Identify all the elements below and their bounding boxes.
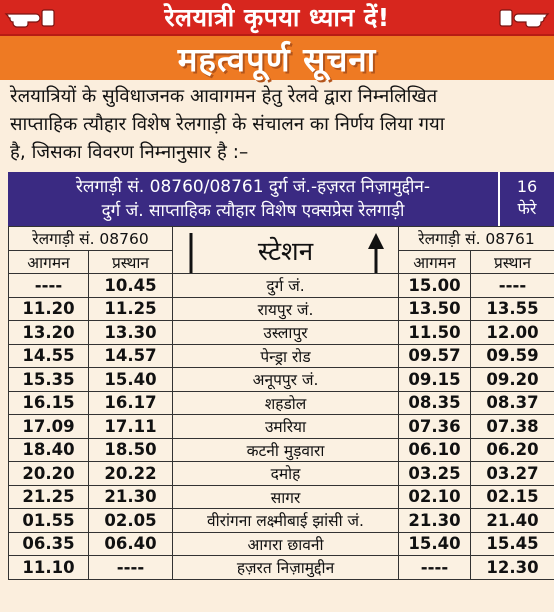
departure-time-cell: 03.27 xyxy=(471,462,554,486)
departure-time-cell: 08.37 xyxy=(471,391,554,415)
station-name-cell: कटनी मुड़वारा xyxy=(173,438,399,462)
departure-time-cell: 02.15 xyxy=(471,485,554,509)
table-row xyxy=(9,556,554,580)
arrival-time-cell: 08.35 xyxy=(399,391,471,415)
intro-line: है, जिसका विवरण निम्नानुसार है :– xyxy=(10,142,249,163)
station-name-cell: शहडोल xyxy=(173,391,399,415)
arrival-time-cell: 14.55 xyxy=(9,344,89,368)
station-name-cell: उस्लापुर xyxy=(173,321,399,345)
up-arrow-icon xyxy=(366,233,386,274)
table-header-row xyxy=(9,227,554,251)
station-header xyxy=(173,227,399,274)
table-row xyxy=(9,462,554,486)
station-name-cell: वीरांगना लक्ष्मीबाई झांसी जं. xyxy=(173,509,399,533)
trip-count-number: 16 xyxy=(516,177,538,196)
arrival-time-cell: ---- xyxy=(9,274,89,298)
train-name-line: रेलगाड़ी सं. 08760/08761 दुर्ग जं.-हज़रत निज़ामुद्दीन- xyxy=(75,177,430,197)
arrival-time-cell: 07.36 xyxy=(399,415,471,439)
station-name-cell: सागर xyxy=(173,485,399,509)
table-row xyxy=(9,438,554,462)
departure-time-cell: 20.22 xyxy=(89,462,173,486)
table-row xyxy=(9,368,554,392)
arrival-time-cell: 11.20 xyxy=(9,297,89,321)
station-name-cell: हज़रत निज़ामुद्दीन xyxy=(173,556,399,580)
table-row xyxy=(9,415,554,439)
table-row xyxy=(9,344,554,368)
arrival-time-cell: 13.50 xyxy=(399,297,471,321)
departure-time-cell: 21.40 xyxy=(471,509,554,533)
departure-time-cell: ---- xyxy=(471,274,554,298)
pointing-hand-icon xyxy=(4,4,56,32)
pointing-hand-icon xyxy=(498,4,550,32)
departure-time-cell: 09.59 xyxy=(471,344,554,368)
station-name-cell: रायपुर जं. xyxy=(173,297,399,321)
station-name-cell: अनूपपुर जं. xyxy=(173,368,399,392)
table-row xyxy=(9,509,554,533)
arrival-time-cell: 20.20 xyxy=(9,462,89,486)
station-name-cell: आगरा छावनी xyxy=(173,532,399,556)
table-row xyxy=(9,485,554,509)
banner-title: रेलयात्री कृपया ध्यान दें! xyxy=(164,3,390,32)
intro-paragraph xyxy=(10,83,554,167)
table-row xyxy=(9,274,554,298)
left-train-number: रेलगाड़ी सं. 08760 xyxy=(9,227,173,251)
departure-header: प्रस्थान xyxy=(89,250,173,274)
departure-time-cell: 21.30 xyxy=(89,485,173,509)
departure-time-cell: 12.30 xyxy=(471,556,554,580)
station-name-cell: दमोह xyxy=(173,462,399,486)
station-name-cell: दुर्ग जं. xyxy=(173,274,399,298)
departure-time-cell: 15.40 xyxy=(89,368,173,392)
arrival-time-cell: 16.15 xyxy=(9,391,89,415)
trip-count-label: फेरे xyxy=(517,199,537,218)
arrival-time-cell: 21.25 xyxy=(9,485,89,509)
intro-line: रेलयात्रियों के सुविधाजनक आवागमन हेतु रेलवे द्वारा निम्नलिखित xyxy=(10,86,438,107)
arrival-time-cell: 15.35 xyxy=(9,368,89,392)
table-row xyxy=(9,321,554,345)
station-header-label: स्टेशन xyxy=(257,237,314,267)
departure-time-cell: 15.45 xyxy=(471,532,554,556)
arrival-time-cell: 11.10 xyxy=(9,556,89,580)
arrival-time-cell: 06.35 xyxy=(9,532,89,556)
arrival-time-cell: 01.55 xyxy=(9,509,89,533)
table-row xyxy=(9,532,554,556)
arrival-time-cell: 21.30 xyxy=(399,509,471,533)
arrival-time-cell: 17.09 xyxy=(9,415,89,439)
departure-time-cell: 16.17 xyxy=(89,391,173,415)
train-name-line: दुर्ग जं. साप्ताहिक त्यौहार विशेष एक्सप्रेस रेलगाड़ी xyxy=(101,201,405,221)
arrival-time-cell: 11.50 xyxy=(399,321,471,345)
down-arrow-icon xyxy=(181,233,201,274)
notice-band xyxy=(0,36,554,80)
station-name-cell: पेन्ड्रा रोड xyxy=(173,344,399,368)
trip-count xyxy=(500,172,554,226)
departure-time-cell: ---- xyxy=(89,556,173,580)
station-name-cell: उमरिया xyxy=(173,415,399,439)
departure-time-cell: 06.20 xyxy=(471,438,554,462)
top-banner xyxy=(0,0,554,36)
arrival-time-cell: 09.15 xyxy=(399,368,471,392)
departure-time-cell: 13.55 xyxy=(471,297,554,321)
train-name xyxy=(8,172,500,226)
arrival-time-cell: 18.40 xyxy=(9,438,89,462)
arrival-header: आगमन xyxy=(9,250,89,274)
arrival-time-cell: 13.20 xyxy=(9,321,89,345)
table-row xyxy=(9,297,554,321)
departure-time-cell: 14.57 xyxy=(89,344,173,368)
departure-time-cell: 13.30 xyxy=(89,321,173,345)
departure-time-cell: 06.40 xyxy=(89,532,173,556)
table-row xyxy=(9,391,554,415)
right-train-number: रेलगाड़ी सं. 08761 xyxy=(399,227,554,251)
departure-time-cell: 02.05 xyxy=(89,509,173,533)
train-header xyxy=(8,172,554,226)
departure-time-cell: 12.00 xyxy=(471,321,554,345)
notice-title: महत्वपूर्ण सूचना xyxy=(177,39,377,79)
intro-line: साप्ताहिक त्यौहार विशेष रेलगाड़ी के संचालन का निर्णय लिया गया xyxy=(10,114,445,135)
arrival-time-cell: 09.57 xyxy=(399,344,471,368)
schedule-table xyxy=(8,226,554,580)
arrival-time-cell: 03.25 xyxy=(399,462,471,486)
arrival-header: आगमन xyxy=(399,250,471,274)
arrival-time-cell: 15.40 xyxy=(399,532,471,556)
departure-time-cell: 09.20 xyxy=(471,368,554,392)
arrival-time-cell: ---- xyxy=(399,556,471,580)
arrival-time-cell: 15.00 xyxy=(399,274,471,298)
arrival-time-cell: 02.10 xyxy=(399,485,471,509)
departure-time-cell: 10.45 xyxy=(89,274,173,298)
departure-time-cell: 07.38 xyxy=(471,415,554,439)
departure-header: प्रस्थान xyxy=(471,250,554,274)
departure-time-cell: 17.11 xyxy=(89,415,173,439)
departure-time-cell: 18.50 xyxy=(89,438,173,462)
departure-time-cell: 11.25 xyxy=(89,297,173,321)
arrival-time-cell: 06.10 xyxy=(399,438,471,462)
